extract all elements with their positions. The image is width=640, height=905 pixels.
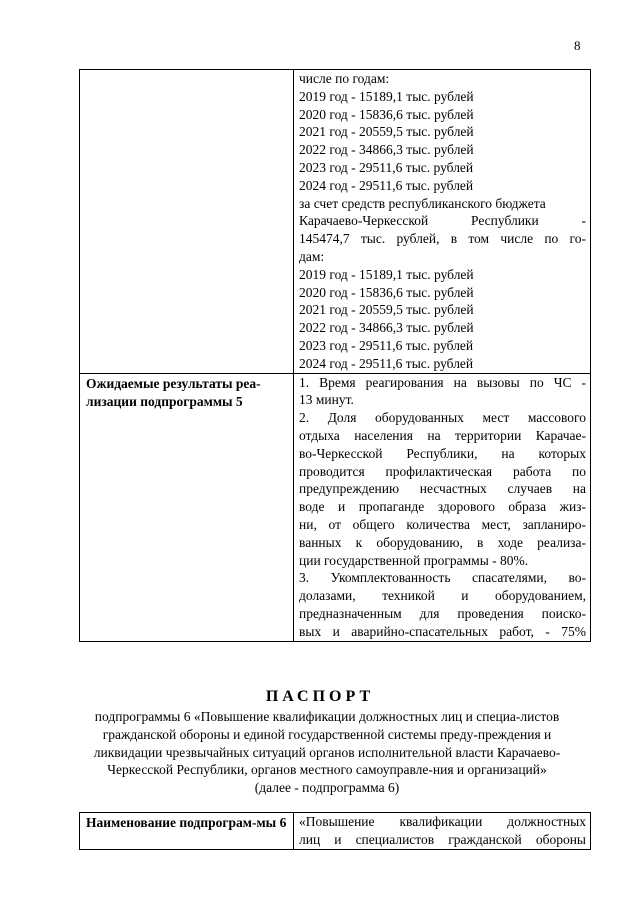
- subprogram-name-line: лиц и специалистов гражданской обороны: [299, 831, 586, 847]
- results-line: отдыха населения на территории Карачае-: [299, 427, 586, 443]
- results-line: предупреждению несчастных случаев на: [299, 481, 586, 497]
- funding-label-cell: [80, 70, 294, 374]
- results-line: во-Черкесской Республики, на которых: [299, 445, 586, 461]
- subprogram-name-label: Наименование подпрограм-мы 6: [80, 813, 294, 850]
- funding-line: за счет средств республиканского бюджета: [299, 195, 546, 211]
- funding-year-line: 2023 год - 29511,6 тыс. рублей: [299, 159, 474, 175]
- results-line: предназначенным для проведения поиско-: [299, 605, 586, 621]
- funding-year-line: 2024 год - 29511,6 тыс. рублей: [299, 177, 474, 193]
- results-label-cell: Ожидаемые результаты реа-лизации подпрограммы 5: [80, 373, 294, 641]
- funding-line: Карачаево-Черкесской Республики -: [299, 213, 586, 229]
- results-line: ции государственной программы - 80%.: [299, 552, 529, 568]
- results-line: 1. Время реагирования на вызовы по ЧС -: [299, 374, 586, 390]
- funding-year-line: 2019 год - 15189,1 тыс. рублей: [299, 88, 474, 104]
- results-line: ванных к оборудованию, в ходе реализа-: [299, 534, 586, 550]
- funding-year-line: 2021 год - 20559,5 тыс. рублей: [299, 124, 474, 140]
- funding-table: [79, 69, 591, 642]
- funding-row: [80, 70, 591, 374]
- results-line: 2. Доля оборудованных мест массового: [299, 410, 586, 426]
- subprogram-name-row: [80, 813, 591, 850]
- results-line: 13 минут.: [299, 392, 354, 408]
- results-line: вых и аварийно-спасательных работ, - 75%: [299, 623, 586, 639]
- funding-line: числе по годам:: [299, 71, 390, 86]
- results-line: воде и пропаганде здорового образа жиз-: [299, 499, 586, 515]
- funding-line: 145474,7 тыс. рублей, в том числе по го-: [299, 231, 586, 247]
- page-number: 8: [574, 38, 581, 53]
- passport-subtitle: подпрограммы 6 «Повышение квалификации должностных лиц и специа-листов гражданской обороны и единой государственной системы преду-преждения и ликвидации чрезвычайных ситуаций органов исполнительной власти Карачаево-Черкесской Республики, органов местного самоуправле-ния и организаций» (далее - подпрограмма 6): [93, 709, 561, 796]
- funding-year-line: 2020 год - 15836,6 тыс. рублей: [299, 284, 474, 300]
- results-row: [80, 373, 591, 641]
- funding-content-cell: [294, 70, 591, 374]
- funding-year-line: 2021 год - 20559,5 тыс. рублей: [299, 302, 474, 318]
- results-line: долазами, техникой и оборудованием,: [299, 588, 586, 604]
- funding-year-line: 2019 год - 15189,1 тыс. рублей: [299, 266, 474, 282]
- passport-title: ПАСПОРТ: [265, 688, 375, 705]
- funding-year-line: 2023 год - 29511,6 тыс. рублей: [299, 337, 474, 353]
- results-line: 3. Укомплектованность спасателями, во-: [299, 570, 586, 586]
- funding-year-line: 2020 год - 15836,6 тыс. рублей: [299, 106, 474, 122]
- results-line: ни, от общего количества мест, запланиро-: [299, 516, 586, 532]
- funding-line: дам:: [299, 248, 325, 264]
- funding-year-line: 2024 год - 29511,6 тыс. рублей: [299, 355, 474, 371]
- results-content-cell: [294, 373, 591, 641]
- passport-table: [79, 812, 591, 850]
- funding-year-line: 2022 год - 34866,3 тыс. рублей: [299, 320, 474, 336]
- funding-year-line: 2022 год - 34866,3 тыс. рублей: [299, 142, 474, 158]
- subprogram-name-line: «Повышение квалификации должностных: [299, 814, 586, 829]
- results-line: проводится профилактическая работа по: [299, 463, 586, 479]
- subprogram-name-value: [294, 813, 591, 850]
